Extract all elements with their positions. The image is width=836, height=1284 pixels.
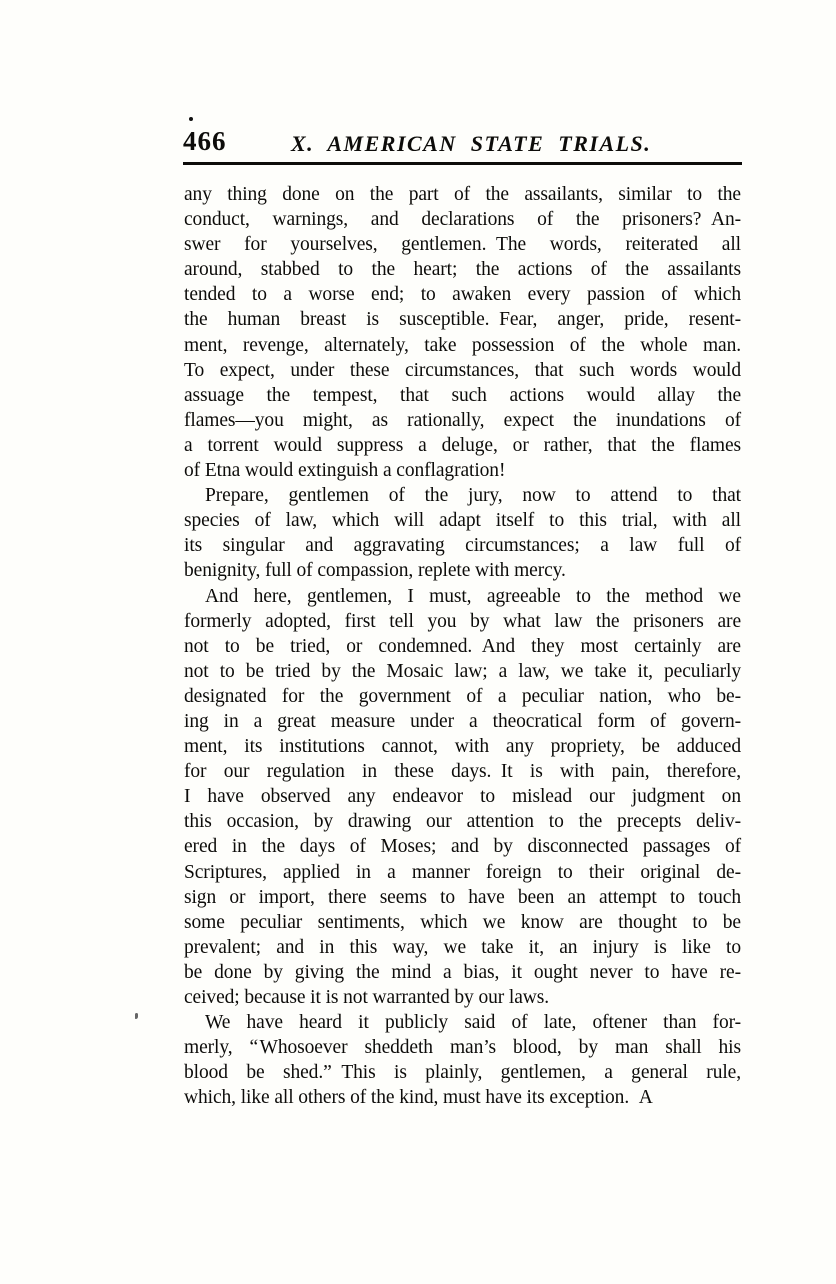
text-line: which, like all others of the kind, must have its exception. A	[184, 1087, 653, 1109]
text-line: the human breast is susceptible. Fear, anger, pride, resent-	[184, 309, 741, 331]
text-line: ered in the days of Moses; and by disconnected passages of	[184, 836, 741, 858]
header-rule	[183, 162, 742, 165]
text-line: blood be shed.” This is plainly, gentlemen, a general rule,	[184, 1062, 741, 1084]
text-line: Scriptures, applied in a manner foreign to their original de-	[184, 861, 741, 883]
paragraph	[184, 483, 741, 583]
paragraph	[184, 1010, 741, 1110]
page-number: 466	[183, 126, 227, 156]
text-line: ment, revenge, alternately, take possession of the whole man.	[184, 334, 741, 356]
text-line: for our regulation in these days. It is with pain, therefore,	[184, 761, 741, 783]
text-line: swer for yourselves, gentlemen. The words, reiterated all	[184, 234, 741, 256]
text-line: some peculiar sentiments, which we know are thought to be	[184, 911, 741, 933]
text-line: a torrent would suppress a deluge, or rather, that the flames	[184, 434, 741, 456]
text-line: ing in a great measure under a theocratical form of govern-	[184, 710, 741, 732]
text-line: not to be tried by the Mosaic law; a law, we take it, peculiarly	[184, 660, 741, 682]
text-line: of Etna would extinguish a conflagration!	[184, 460, 506, 482]
text-column	[184, 182, 741, 1110]
paragraph	[184, 584, 741, 1011]
text-line: benignity, full of compassion, replete with mercy.	[184, 560, 566, 582]
text-line: To expect, under these circumstances, that such words would	[184, 359, 741, 381]
text-line: species of law, which will adapt itself to this trial, with all	[184, 510, 741, 532]
text-line: I have observed any endeavor to mislead our judgment on	[184, 786, 741, 808]
text-line: its singular and aggravating circumstances; a law full of	[184, 535, 741, 557]
text-line: conduct, warnings, and declarations of the prisoners? An-	[184, 209, 741, 231]
text-line: assuage the tempest, that such actions would allay the	[184, 384, 741, 406]
text-line: sign or import, there seems to have been an attempt to touch	[184, 886, 741, 908]
text-line: around, stabbed to the heart; the actions of the assailants	[184, 259, 741, 281]
text-line: prevalent; and in this way, we take it, an injury is like to	[184, 936, 741, 958]
running-header-title: X. AMERICAN STATE TRIALS.	[291, 131, 652, 156]
text-line: designated for the government of a peculiar nation, who be-	[184, 685, 741, 707]
text-line: be done by giving the mind a bias, it ought never to have re-	[184, 961, 741, 983]
text-line: ment, its institutions cannot, with any propriety, be adduced	[184, 736, 741, 758]
text-line: ceived; because it is not warranted by our laws.	[184, 987, 550, 1008]
text-line: this occasion, by drawing our attention to the precepts deliv-	[184, 811, 741, 833]
text-line: We have heard it publicly said of late, oftener than for-	[205, 1012, 741, 1034]
text-line: Prepare, gentlemen of the jury, now to attend to that	[205, 485, 741, 507]
text-line: formerly adopted, first tell you by what law the prisoners are	[184, 610, 741, 632]
text-line: And here, gentlemen, I must, agreeable to the method we	[205, 585, 741, 607]
ink-speck	[135, 1013, 138, 1019]
text-line: not to be tried, or condemned. And they most certainly are	[184, 635, 741, 657]
text-line: tended to a worse end; to awaken every passion of which	[184, 284, 741, 306]
text-line: flames—you might, as rationally, expect the inundations of	[184, 409, 741, 431]
paragraph	[184, 182, 741, 483]
ink-speck	[189, 117, 193, 121]
text-line: merly, “ Whosoever sheddeth man’s blood, by man shall his	[184, 1037, 741, 1059]
text-line: any thing done on the part of the assailants, similar to the	[184, 184, 741, 205]
